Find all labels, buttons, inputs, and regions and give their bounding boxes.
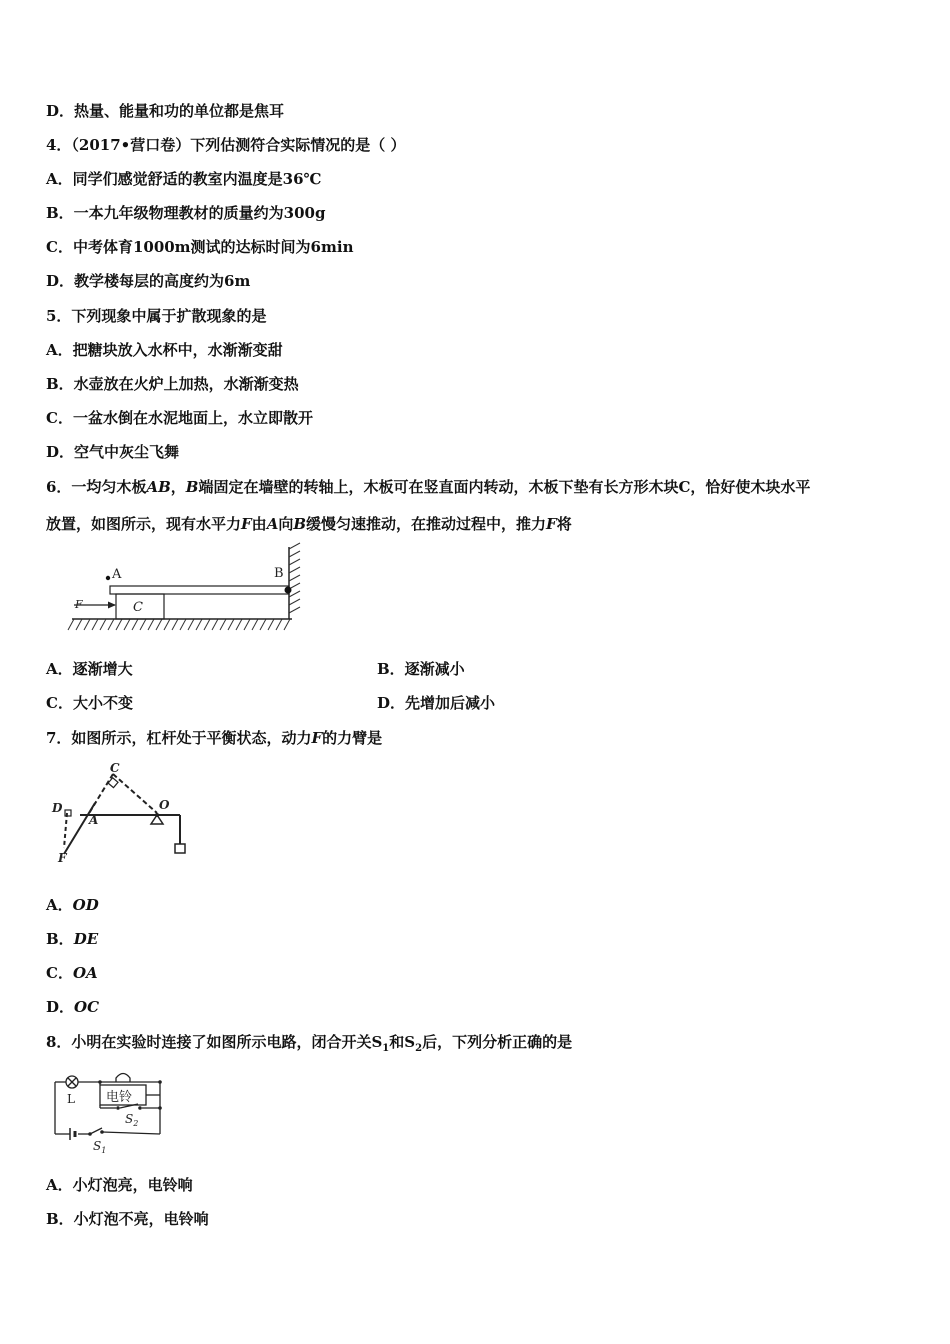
q8-label-s2-sub: 2 — [133, 1119, 139, 1128]
q6-label-f: F — [75, 598, 83, 611]
q6-text: 放置，如图所示，现有水平力 — [46, 515, 242, 533]
q6-var-ab: AB — [146, 478, 171, 496]
q7-var-f: F — [311, 729, 323, 747]
svg-text:S2 — [125, 1112, 138, 1128]
q6-var-a: A — [266, 515, 279, 533]
q8-label-s1: S — [93, 1139, 102, 1153]
q6-option-c: C．大小不变 — [46, 694, 133, 712]
q8-option-b: B．小灯泡不亮，电铃响 — [46, 1210, 209, 1228]
q8-label-s1-sub: 1 — [101, 1146, 107, 1155]
q4-option-d: D．教学楼每层的高度约为6m — [46, 272, 251, 290]
q7-option-a-value: OD — [72, 896, 99, 914]
q4-option-b: B．一本九年级物理教材的质量约为300g — [46, 204, 326, 222]
q6-label-b: B — [274, 566, 284, 581]
q6-var-f: F — [241, 515, 252, 533]
q3-option-d: D．热量、能量和功的单位都是焦耳 — [46, 102, 285, 120]
q6-option-d: D．先增加后减小 — [377, 694, 496, 712]
q7-text: 7．如图所示，杠杆处于平衡状态，动力 — [46, 729, 312, 747]
q8-text: 和S — [389, 1033, 416, 1051]
q7-option-a — [46, 895, 99, 915]
q6-text: ， — [170, 478, 186, 496]
q8-stem — [46, 1032, 572, 1059]
q8-label-s2: S — [125, 1112, 134, 1126]
q4-stem: 4．（2017•营口卷）下列估测符合实际情况的是（ ） — [46, 136, 406, 154]
q7-label-o: O — [159, 798, 170, 812]
q6-text: 向 — [278, 515, 294, 533]
q5-option-a: A．把糖块放入水杯中，水渐渐变甜 — [46, 341, 283, 359]
q6-label-c: C — [133, 600, 143, 615]
q4-option-c: C．中考体育1000m测试的达标时间为6min — [46, 238, 354, 256]
svg-text:S1 — [93, 1139, 106, 1155]
q8-text: 8．小明在实验时连接了如图所示电路，闭合开关S — [46, 1033, 383, 1051]
q6-text: 将 — [556, 515, 572, 533]
q6-board-diagram — [60, 545, 320, 635]
q5-option-c: C．一盆水倒在水泥地面上，水立即散开 — [46, 409, 313, 427]
q5-option-d: D．空气中灰尘飞舞 — [46, 443, 180, 461]
q7-option-b-value: DE — [73, 930, 99, 948]
q7-text: 的力臂是 — [322, 729, 383, 747]
q7-option-c-prefix: C． — [46, 964, 73, 982]
q6-option-a: A．逐渐增大 — [46, 660, 133, 678]
q6-var-f: F — [546, 515, 557, 533]
q6-label-a: A — [112, 567, 122, 582]
q6-stem-line2 — [46, 514, 572, 534]
q8-circuit-diagram — [50, 1066, 180, 1161]
q7-label-f: F — [58, 851, 67, 865]
q7-label-c: C — [110, 761, 120, 775]
q6-var-b: B — [293, 515, 307, 533]
q7-option-d-value: OC — [74, 998, 100, 1016]
q7-option-c-value: OA — [72, 964, 98, 982]
q7-stem — [46, 728, 382, 748]
q7-label-a: A — [89, 813, 99, 827]
q8-text: 后，下列分析正确的是 — [422, 1033, 573, 1051]
q8-sub1: 1 — [382, 1043, 390, 1054]
q7-option-c — [46, 963, 98, 983]
q7-option-d — [46, 997, 99, 1017]
q5-option-b: B．水壶放在火炉上加热，水渐渐变热 — [46, 375, 299, 393]
q4-option-a: A．同学们感觉舒适的教室内温度是36℃ — [46, 170, 322, 188]
q5-stem: 5．下列现象中属于扩散现象的是 — [46, 307, 267, 325]
q6-text: 缓慢匀速推动，在推动过程中，推力 — [306, 515, 547, 533]
q8-option-a: A．小灯泡亮，电铃响 — [46, 1176, 193, 1194]
q6-text: 6．一均匀木板 — [46, 478, 147, 496]
q8-sub2: 2 — [415, 1043, 423, 1054]
q7-label-d: D — [52, 801, 63, 815]
q6-text: 端固定在墙壁的转轴上，木板可在竖直面内转动，木板下垫有长方形木块C，恰好使木块水平 — [198, 478, 811, 496]
q6-option-b: B．逐渐减小 — [377, 660, 465, 678]
q8-label-bell: 电铃 — [106, 1090, 133, 1105]
q7-option-a-prefix: A． — [46, 896, 73, 914]
q6-stem-line1 — [46, 477, 810, 497]
q7-lever-diagram — [50, 760, 200, 865]
q6-text: 由 — [251, 515, 267, 533]
q6-var-b: B — [185, 478, 199, 496]
q7-option-b — [46, 929, 98, 949]
q7-option-b-prefix: B． — [46, 930, 74, 948]
q8-label-l: L — [67, 1092, 75, 1106]
q7-option-d-prefix: D． — [46, 998, 75, 1016]
